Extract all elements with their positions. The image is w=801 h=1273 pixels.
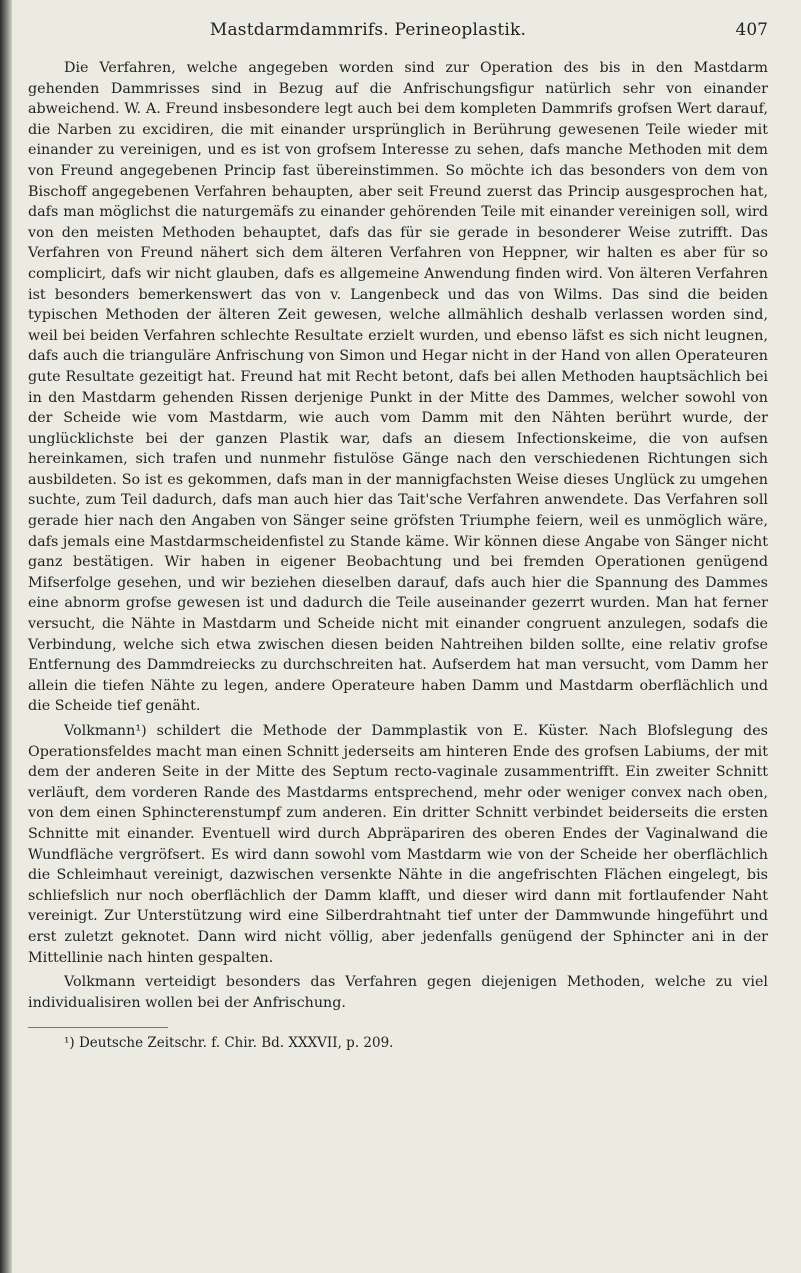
- book-gutter-shadow: [0, 0, 12, 1273]
- paragraph-volkmann-defense: Volkmann verteidigt besonders das Verfahren gegen diejenigen Methoden, welche zu viel individualisiren wollen bei der Anfrischung.: [28, 974, 768, 1011]
- footnote: ¹) Deutsche Zeitschr. f. Chir. Bd. XXXVII, p. 209.: [64, 1035, 394, 1052]
- running-title: Mastdarmdammrifs. Perineoplastik.: [209, 20, 527, 40]
- footnote-divider: [28, 1027, 168, 1028]
- body-text: [28, 58, 768, 1013]
- page-number: 407: [735, 20, 768, 40]
- paragraph-dammriss-methods: Die Verfahren, welche angegeben worden sind zur Operation des bis in den Mastdarm gehenden Dammrisses sind in Bezug auf die Anfrischungsfigur natürlich sehr von einander abweichend. W. A. Freund insbesondere legt auch bei dem kompleten Dammrifs grofsen Wert darauf, die Narben zu excidiren, die mit einander ursprünglich in Berührung gewesenen Teile wieder mit einander zu vereinigen, und es ist von grofsem Interesse zu sehen, dafs manche Methoden mit dem von Freund angegebenen Princip fast übereinstimmen. So möchte ich das besonders von dem von Bischoff angegebenen Verfahren behaupten, aber seit Freund zuerst das Princip ausgesprochen hat, dafs man möglichst die naturgemäfs zu einander gehörenden Teile mit einander vereinigen soll, wird von den meisten Methoden behauptet, dafs das für sie gerade in besonderer Weise zutrifft. Das Verfahren von Freund nähert sich dem älteren Verfahren von Heppner, wir halten es aber für so complicirt, dafs wir nicht glauben, dafs es allgemeine Anwendung finden wird. Von älteren Verfahren ist besonders bemerkenswert das von v. Langenbeck und das von Wilms. Das sind die beiden typischen Methoden der älteren Zeit gewesen, welche allmählich deshalb verlassen worden sind, weil bei beiden Verfahren schlechte Resultate erzielt wurden, und ebenso läfst es sich nicht leugnen, dafs auch die trianguläre Anfrischung von Simon und Hegar nicht in der Hand von allen Operateuren gute Resultate gezeitigt hat. Freund hat mit Recht betont, dafs bei allen Methoden hauptsächlich bei in den Mastdarm gehenden Rissen derjenige Punkt in der Mitte des Dammes, welcher sowohl von der Scheide wie vom Mastdarm, wie auch vom Damm mit den Nähten berührt wurde, der unglücklichste bei der ganzen Plastik war, dafs an diesem Infectionskeime, die von aufsen hereinkamen, sich trafen und nunmehr fistulöse Gänge nach den verschiedenen Richtungen sich ausbildeten. So ist es gekommen, dafs man in der mannigfachsten Weise dieses Unglück zu umgehen suchte, zum Teil dadurch, dafs man auch hier das Tait'sche Verfahren anwendete. Das Verfahren soll gerade hier nach den Angaben von Sänger seine gröfsten Triumphe feiern, weil es unmöglich wäre, dafs jemals eine Mastdarmscheidenfistel zu Stande käme. Wir können diese Angabe von Sänger nicht ganz bestätigen. Wir haben in eigener Beobachtung und bei fremden Operationen genügend Mifserfolge gesehen, und wir beziehen dieselben darauf, dafs auch hier die Spannung des Dammes eine abnorm grofse gewesen ist und dadurch die Teile auseinander gezerrt wurden. Man hat ferner versucht, die Nähte in Mastdarm und Scheide nicht mit einander congruent anzulegen, sodafs die Verbindung, welche sich etwa zwischen diesen beiden Nahtreihen bilden sollte, eine relativ grofse Entfernung des Dammdreiecks zu durchschreiten hat. Aufserdem hat man versucht, vom Damm her allein die tiefen Nähte zu legen, andere Operateure haben Damm und Mastdarm oberflächlich und die Scheide tief genäht.: [28, 60, 768, 715]
- book-page: [28, 20, 768, 1052]
- page-header: [28, 20, 768, 58]
- paragraph-volkmann-kuester: Volkmann¹) schildert die Methode der Dammplastik von E. Küster. Nach Blofslegung des Operationsfeldes macht man einen Schnitt jederseits am hinteren Ende des grofsen Labiums, der mit dem der anderen Seite in der Mitte des Septum recto-vaginale zusammentrifft. Ein zweiter Schnitt verläuft, dem vorderen Rande des Mastdarms entsprechend, mehr oder weniger convex nach oben, von dem einen Sphincterenstumpf zum anderen. Ein dritter Schnitt verbindet beiderseits die ersten Schnitte mit einander. Eventuell wird durch Abpräpariren des oberen Endes der Vaginalwand die Wundfläche vergröfsert. Es wird dann sowohl vom Mastdarm wie von der Scheide her oberflächlich die Schleimhaut vereinigt, dazwischen versenkte Nähte in die angefrischten Flächen eingelegt, bis schliefslich nur noch oberflächlich der Damm klafft, und dieser wird dann mit fortlaufender Naht vereinigt. Zur Unterstützung wird eine Silberdrahtnaht tief unter der Dammwunde hingeführt und erst zuletzt geknotet. Dann wird nicht völlig, aber jedenfalls genügend der Sphincter ani in der Mittellinie nach hinten gespalten.: [28, 723, 768, 966]
